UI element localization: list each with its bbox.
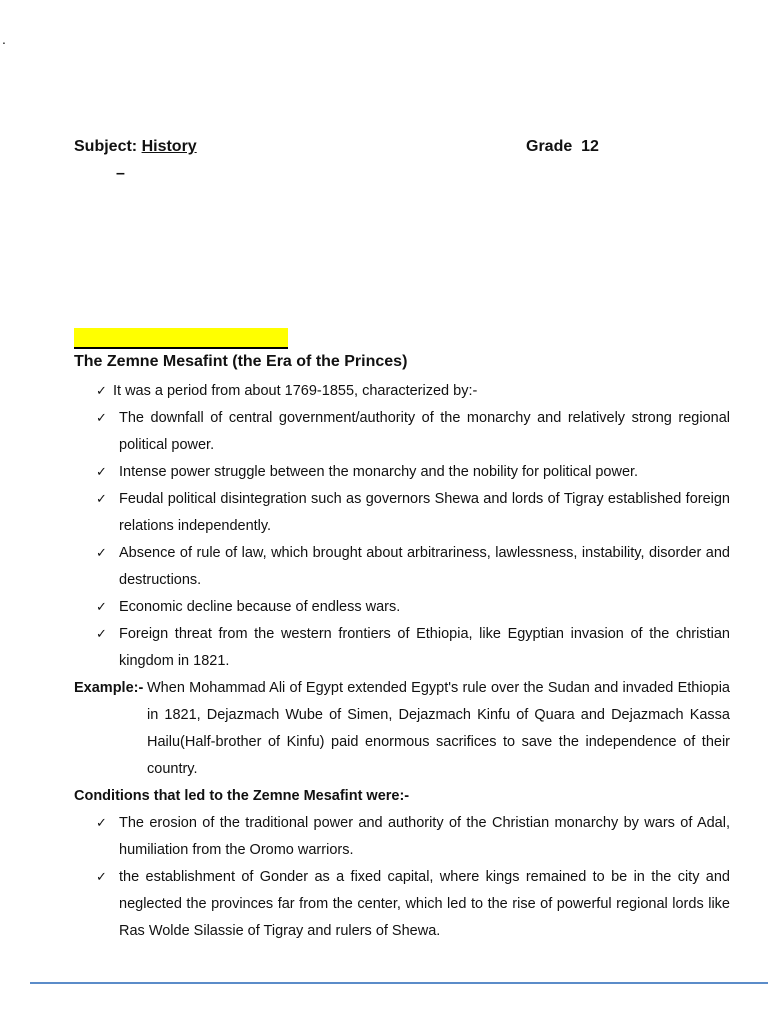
- list-item-text: It was a period from about 1769-1855, characterized by:-: [113, 383, 478, 399]
- dash-mark: –: [116, 165, 125, 182]
- list-item: [74, 459, 730, 486]
- check-mark-icon: ✓: [96, 411, 107, 426]
- example-label: Example:-: [74, 680, 144, 696]
- check-mark-icon: ✓: [96, 627, 107, 642]
- check-mark-icon: ✓: [96, 384, 107, 399]
- list-item: [74, 378, 730, 405]
- list-item: [74, 864, 730, 945]
- list-item-text: The downfall of central government/authority of the monarchy and relatively strong regional political power.: [119, 410, 730, 453]
- list-item: [74, 540, 730, 594]
- list-item-text: Absence of rule of law, which brought about arbitrariness, lawlessness, instability, disorder and destructions.: [119, 545, 730, 588]
- stray-dot-mark: .: [2, 31, 6, 47]
- conditions-heading: Conditions that led to the Zemne Mesafint were:-: [74, 788, 410, 804]
- list-item-text: The erosion of the traditional power and authority of the Christian monarchy by wars of Adal, humiliation from the Oromo warriors.: [119, 815, 730, 858]
- characteristics-list: [74, 378, 730, 675]
- footer-rule: [30, 982, 768, 984]
- list-item: [74, 810, 730, 864]
- check-mark-icon: ✓: [96, 465, 107, 480]
- highlight-bar: [74, 328, 288, 349]
- example-paragraph: [74, 675, 730, 783]
- section-content: [74, 378, 730, 945]
- subject-label: Subject:: [74, 138, 142, 155]
- check-mark-icon: ✓: [96, 492, 107, 507]
- check-mark-icon: ✓: [96, 870, 107, 885]
- conditions-list: [74, 810, 730, 945]
- check-mark-icon: ✓: [96, 600, 107, 615]
- list-item: [74, 405, 730, 459]
- list-item: [74, 621, 730, 675]
- section-title: The Zemne Mesafint (the Era of the Princes): [74, 353, 408, 370]
- check-mark-icon: ✓: [96, 546, 107, 561]
- subject-value: History: [141, 138, 197, 155]
- list-item: [74, 594, 730, 621]
- grade-label: Grade 12: [526, 138, 599, 155]
- check-mark-icon: ✓: [96, 816, 107, 831]
- list-item-text: the establishment of Gonder as a fixed capital, where kings remained to be in the city and neglected the provinces far from the center, which led to the rise of powerful regional lords like Ras Wolde Silassie of Tigray and rulers of Shewa.: [119, 869, 730, 939]
- list-item-text: Economic decline because of endless wars.: [119, 599, 401, 615]
- list-item-text: Intense power struggle between the monarchy and the nobility for political power.: [119, 464, 639, 480]
- example-text: When Mohammad Ali of Egypt extended Egypt's rule over the Sudan and invaded Ethiopia in 1821, Dejazmach Wube of Simen, Dejazmach Kinfu of Quara and Dejazmach Kassa Hailu(Half-brother of Kinfu) paid enormous sacrifices to save the independence of their country.: [147, 680, 730, 777]
- list-item-text: Foreign threat from the western frontiers of Ethiopia, like Egyptian invasion of the christian kingdom in 1821.: [119, 626, 730, 669]
- list-item: [74, 486, 730, 540]
- list-item-text: Feudal political disintegration such as governors Shewa and lords of Tigray established foreign relations independently.: [119, 491, 730, 534]
- subject-line: [74, 137, 197, 157]
